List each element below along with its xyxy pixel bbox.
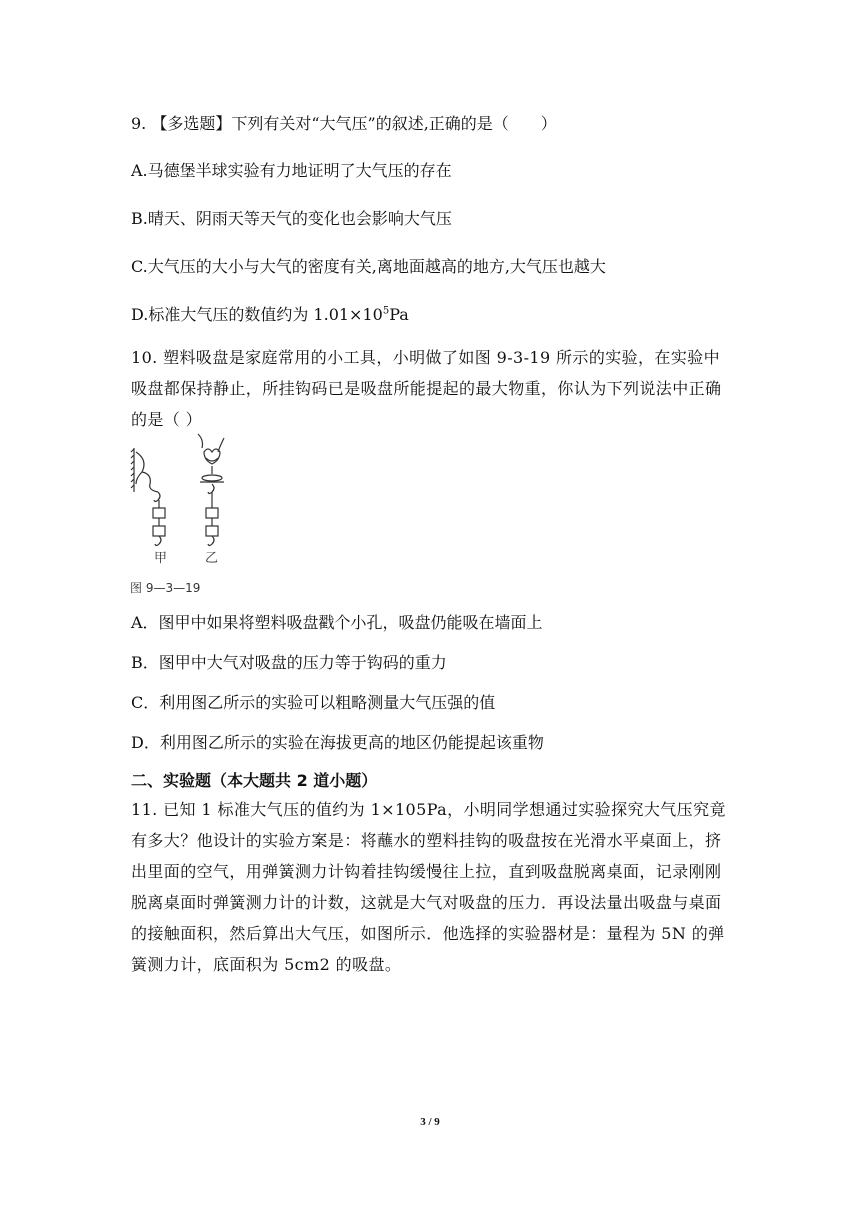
q9-option-a: A.马德堡半球实验有力地证明了大气压的存在 [131, 161, 452, 180]
q9-option-d-unit: Pa [389, 305, 409, 324]
figure-jia-drawing [131, 448, 165, 546]
section-heading: 二、实验题（本大题共 2 道小题） [131, 771, 378, 790]
q9-stem: 9. 【多选题】下列有关对“大气压”的叙述,正确的是（ ） [131, 114, 557, 133]
q9-option-d-text: D.标准大气压的数值约为 1.01×10 [131, 305, 383, 324]
q10-option-a: A．图甲中如果将塑料吸盘戳个小孔，吸盘仍能吸在墙面上 [131, 613, 543, 632]
figure-yi-drawing [198, 434, 224, 546]
q9-option-c: C.大气压的大小与大气的密度有关,离地面越高的地方,大气压也越大 [131, 257, 606, 276]
q10-option-b: B．图甲中大气对吸盘的压力等于钩码的重力 [131, 653, 447, 672]
q10-stem: 10. 塑料吸盘是家庭常用的小工具，小明做了如图 9-3-19 所示的实验，在实验中吸盘都保持静止，所挂钩码已是吸盘所能提起的最大物重，你认为下列说法中正确的是（ ） [131, 348, 722, 429]
q10-option-d: D．利用图乙所示的实验在海拔更高的地区仍能提起该重物 [131, 733, 544, 752]
figure-caption: 图 9—3—19 [130, 581, 201, 595]
figure-label-yi: 乙 [205, 551, 219, 566]
suction-cup-figure [128, 432, 228, 600]
q11-stem: 11. 已知 1 标准大气压的值约为 1×105Pa，小明同学想通过实验探究大气压究竟有多大？他设计的实验方案是：将蘸水的塑料挂钩的吸盘按在光滑水平桌面上，挤出里面的空气，用弹簧测力计钩着挂钩缓慢往上拉，直到吸盘脱离桌面，记录刚刚脱离桌面时弹簧测力计的计数，这就是大气对吸盘的压力．再设法量出吸盘与桌面的接触面积，然后算出大气压，如图所示．他选择的实验器材是：量程为 5N 的弹簧测力计，底面积为 5cm2 的吸盘。 [131, 800, 726, 974]
q9-option-b: B.晴天、阴雨天等天气的变化也会影响大气压 [131, 209, 452, 228]
q10-option-c: C．利用图乙所示的实验可以粗略测量大气压强的值 [131, 693, 496, 712]
figure-label-jia: 甲 [154, 551, 168, 566]
q9-option-d-exponent: 5 [382, 305, 390, 317]
page-number: 3 / 9 [420, 1116, 440, 1128]
q9-option-d [131, 304, 409, 326]
